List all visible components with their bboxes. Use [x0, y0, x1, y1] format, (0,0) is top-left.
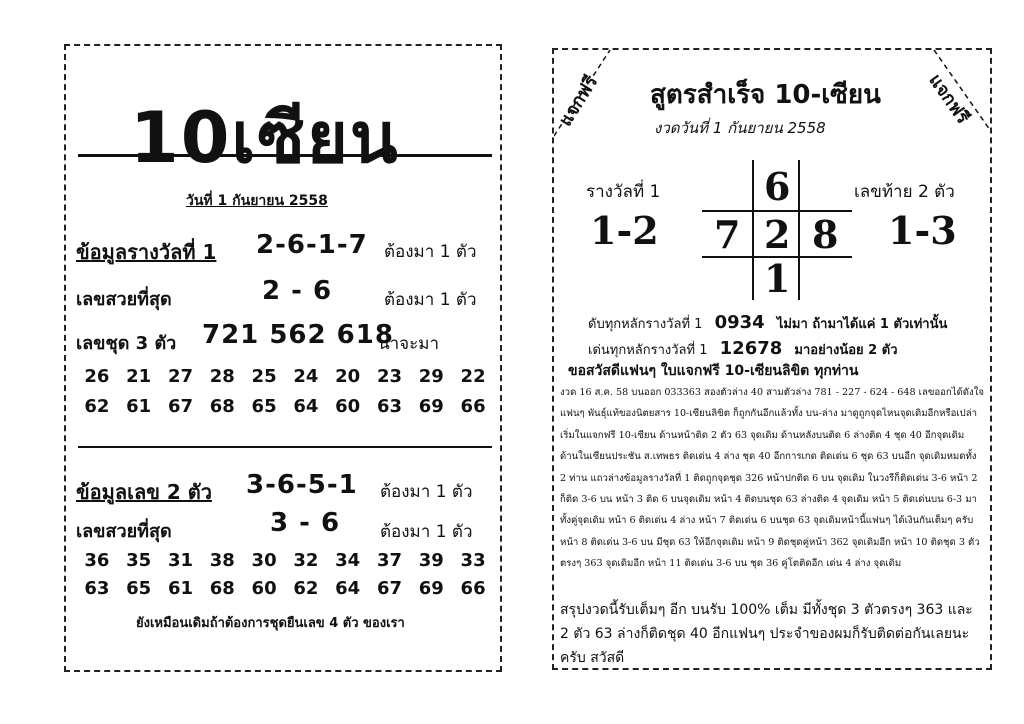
cross-digit-top: 6 [764, 164, 791, 209]
lucky-note-1: ต้องมา 1 ตัว [384, 290, 477, 310]
summary-paragraph: สรุปงวดนี้รับเต็มๆ อีก บนรับ 100% เต็ม มีทั้งชุด 3 ตัวตรงๆ 363 และ 2 ตัว 63 ล่างก็ติดชุด 40 อีกแฟนๆ ประจำของผมก็รับติดต่อกันเลยนะครับ สวัสดี [560, 602, 973, 666]
dead-digits-line [588, 312, 947, 334]
prize1-pair: 1-2 [590, 208, 659, 253]
number-grid-1a [76, 366, 494, 387]
number-grid-2b [76, 578, 494, 599]
grid-cell: 64 [335, 578, 361, 599]
grid-cell: 38 [209, 550, 235, 571]
grid-cell: 23 [376, 366, 403, 387]
grid-cell: 25 [251, 366, 277, 387]
grid-cell: 26 [84, 366, 110, 387]
grid-cell: 65 [126, 578, 152, 599]
cross-digit-bottom: 1 [764, 256, 791, 301]
cross-digit-center: 2 [764, 212, 791, 257]
grid-cell: 61 [167, 578, 194, 599]
two-digit-numbers: 3-6-5-1 [246, 470, 358, 500]
prize1-note: ต้องมา 1 ตัว [384, 242, 477, 262]
set3-note: น่าจะมา [378, 334, 440, 354]
strong-digits-label: เด่นทุกหลักรางวัลที่ 1 [588, 343, 708, 358]
set3-label: เลขชุด 3 ตัว [76, 333, 177, 354]
lucky-label-2: เลขสวยที่สุด [76, 521, 172, 542]
grid-cell: 60 [251, 578, 277, 599]
grid-cell: 63 [376, 396, 403, 417]
logo-10-sian: 10เซียน [130, 97, 400, 179]
grid-cell: 35 [126, 550, 152, 571]
grid-cell: 67 [376, 578, 403, 599]
grid-cell: 33 [460, 550, 486, 571]
grid-cell: 39 [418, 550, 444, 571]
grid-cell: 29 [418, 366, 444, 387]
prize1-numbers: 2-6-1-7 [256, 230, 368, 260]
set3-numbers: 721 562 618 [202, 320, 394, 350]
grid-cell: 64 [293, 396, 319, 417]
number-grid-2a [76, 550, 494, 571]
cross-line-vertical-right [798, 160, 800, 300]
free-promo-right: แจกฟรี [924, 70, 974, 128]
strong-digits-value: 12678 [719, 338, 783, 359]
footer-note: ยังเหมือนเดิมถ้าต้องการชุดยืนเลข 4 ตัว ของเรา [136, 616, 405, 631]
grid-cell: 21 [126, 366, 152, 387]
grid-cell: 30 [251, 550, 277, 571]
grid-cell: 24 [293, 366, 319, 387]
dead-digits-note: ไม่มา ถ้ามาได้แค่ 1 ตัวเท่านั้น [776, 317, 948, 332]
dead-digits-label: ดับทุกหลักรางวัลที่ 1 [588, 317, 703, 332]
grid-cell: 22 [460, 366, 486, 387]
dead-digits-value: 0934 [714, 312, 765, 333]
grid-cell: 69 [418, 578, 444, 599]
prize1-info-row [76, 236, 216, 268]
two-digit-note: ต้องมา 1 ตัว [380, 482, 473, 502]
results-paragraph: งวด 16 ส.ค. 58 บนออก 033363 สองตัวล่าง 40 สามตัวล่าง 781 - 227 - 624 - 648 เลขออกได้ดังใจแฟนๆ พันธุ์แท้ของนิตยสาร 10-เซียนลิขิต ก็ถูกกันอีกแล้วทั้ง บน-ล่าง มาดูถูกจุดไหนจุดเดิมอีกหรือเปล่า เริ่มในแจกฟรี 10-เซียน ด้านหน้าติด 2 ตัว 63 จุดเดิม ด้านหลังบนติด 6 ล่างติด 4 ชุด 40 อีกจุดเดิม ด้านในเซียนประชัน ส.เทพธร ติดเด่น 4 ล่าง ชุด 40 อีกการเกด ติดเด่น 6 ชุด 63 บนอีก จุดเดิมหมดทั้ง 2 ท่าน แถวล่างข้อมูลรางวัลที่ 1 ติดถูกจุดชุด 326 หน้าปกติด 6 บน จุดเดิม ในวงรีก็ติดเด่น 3-6 หน้า 2 ก็ติด 3-6 บน หน้า 3 ติด 6 บนจุดเดิม หน้า 4 ติดบนชุด 63 ล่างติด 4 จุดเดิม หน้า 5 ติดเด่นบน 6-3 มาทั้งคู่จุดเดิม หน้า 6 ติดเด่น 4 ล่าง หน้า 7 ติดเด่น 6 บนชุด 63 จุดเดิมหน้านี้แฟนๆ ได้เงินกันเต็มๆ ครับ หน้า 8 ติดเด่น 3-6 บน มีชุด 63 ให้อีกจุดเดิม หน้า 9 ติดชุดคู่หน้า 362 จุดเดิมอีก หน้า 10 ติดชุด 3 ตัวตรงๆ 363 จุดเดิมอีก หน้า 11 ติดเด่น 3-6 บน ชุด 36 คู่โตติดอีก เด่น 4 ล่าง จุดเดิม [560, 387, 984, 570]
grid-cell: 66 [460, 578, 486, 599]
grid-cell: 60 [335, 396, 361, 417]
tail2-pair: 1-3 [888, 208, 957, 253]
grid-cell: 28 [209, 366, 235, 387]
grid-cell: 65 [251, 396, 277, 417]
tail2-label: เลขท้าย 2 ตัว [854, 182, 955, 202]
lucky-numbers-1: 2 - 6 [262, 276, 333, 306]
cross-digit-right: 8 [812, 212, 839, 257]
strong-digits-line [588, 338, 898, 360]
number-grid-1b [76, 396, 494, 417]
grid-cell: 68 [209, 396, 235, 417]
formula-date: งวดวันที่ 1 กันยายน 2558 [654, 119, 826, 137]
grid-cell: 27 [167, 366, 194, 387]
cross-digit-left: 7 [714, 212, 741, 257]
cross-line-vertical-left [752, 160, 754, 300]
lucky-note-2: ต้องมา 1 ตัว [380, 522, 473, 542]
grid-cell: 31 [167, 550, 194, 571]
grid-cell: 61 [126, 396, 152, 417]
free-promo-left: แจกฟรี [554, 71, 603, 131]
grid-cell: 68 [209, 578, 235, 599]
divider [78, 154, 492, 157]
right-panel [552, 48, 992, 670]
prize1-label: รางวัลที่ 1 [586, 182, 661, 202]
left-panel [64, 44, 502, 672]
grid-cell: 34 [335, 550, 361, 571]
grid-cell: 63 [84, 578, 110, 599]
lucky-numbers-2: 3 - 6 [270, 508, 341, 538]
lucky-label-1: เลขสวยที่สุด [76, 289, 172, 310]
grid-cell: 67 [167, 396, 194, 417]
formula-title: สูตรสำเร็จ 10-เซียน [650, 80, 881, 110]
grid-cell: 69 [418, 396, 444, 417]
grid-cell: 37 [376, 550, 403, 571]
grid-cell: 36 [84, 550, 110, 571]
grid-cell: 66 [460, 396, 486, 417]
grid-cell: 20 [335, 366, 361, 387]
greeting-line: ขอสวัสดีแฟนๆ ใบแจกฟรี 10-เซียนลิขิต ทุกท่าน [568, 363, 859, 379]
divider [78, 446, 492, 448]
issue-date: วันที่ 1 กันยายน 2558 [186, 193, 328, 209]
grid-cell: 62 [84, 396, 110, 417]
strong-digits-note: มาอย่างน้อย 2 ตัว [794, 343, 898, 358]
grid-cell: 32 [293, 550, 319, 571]
two-digit-info-label: ข้อมูลเลข 2 ตัว [76, 480, 212, 504]
prize1-info-label: ข้อมูลรางวัลที่ 1 [76, 240, 217, 264]
grid-cell: 62 [293, 578, 319, 599]
